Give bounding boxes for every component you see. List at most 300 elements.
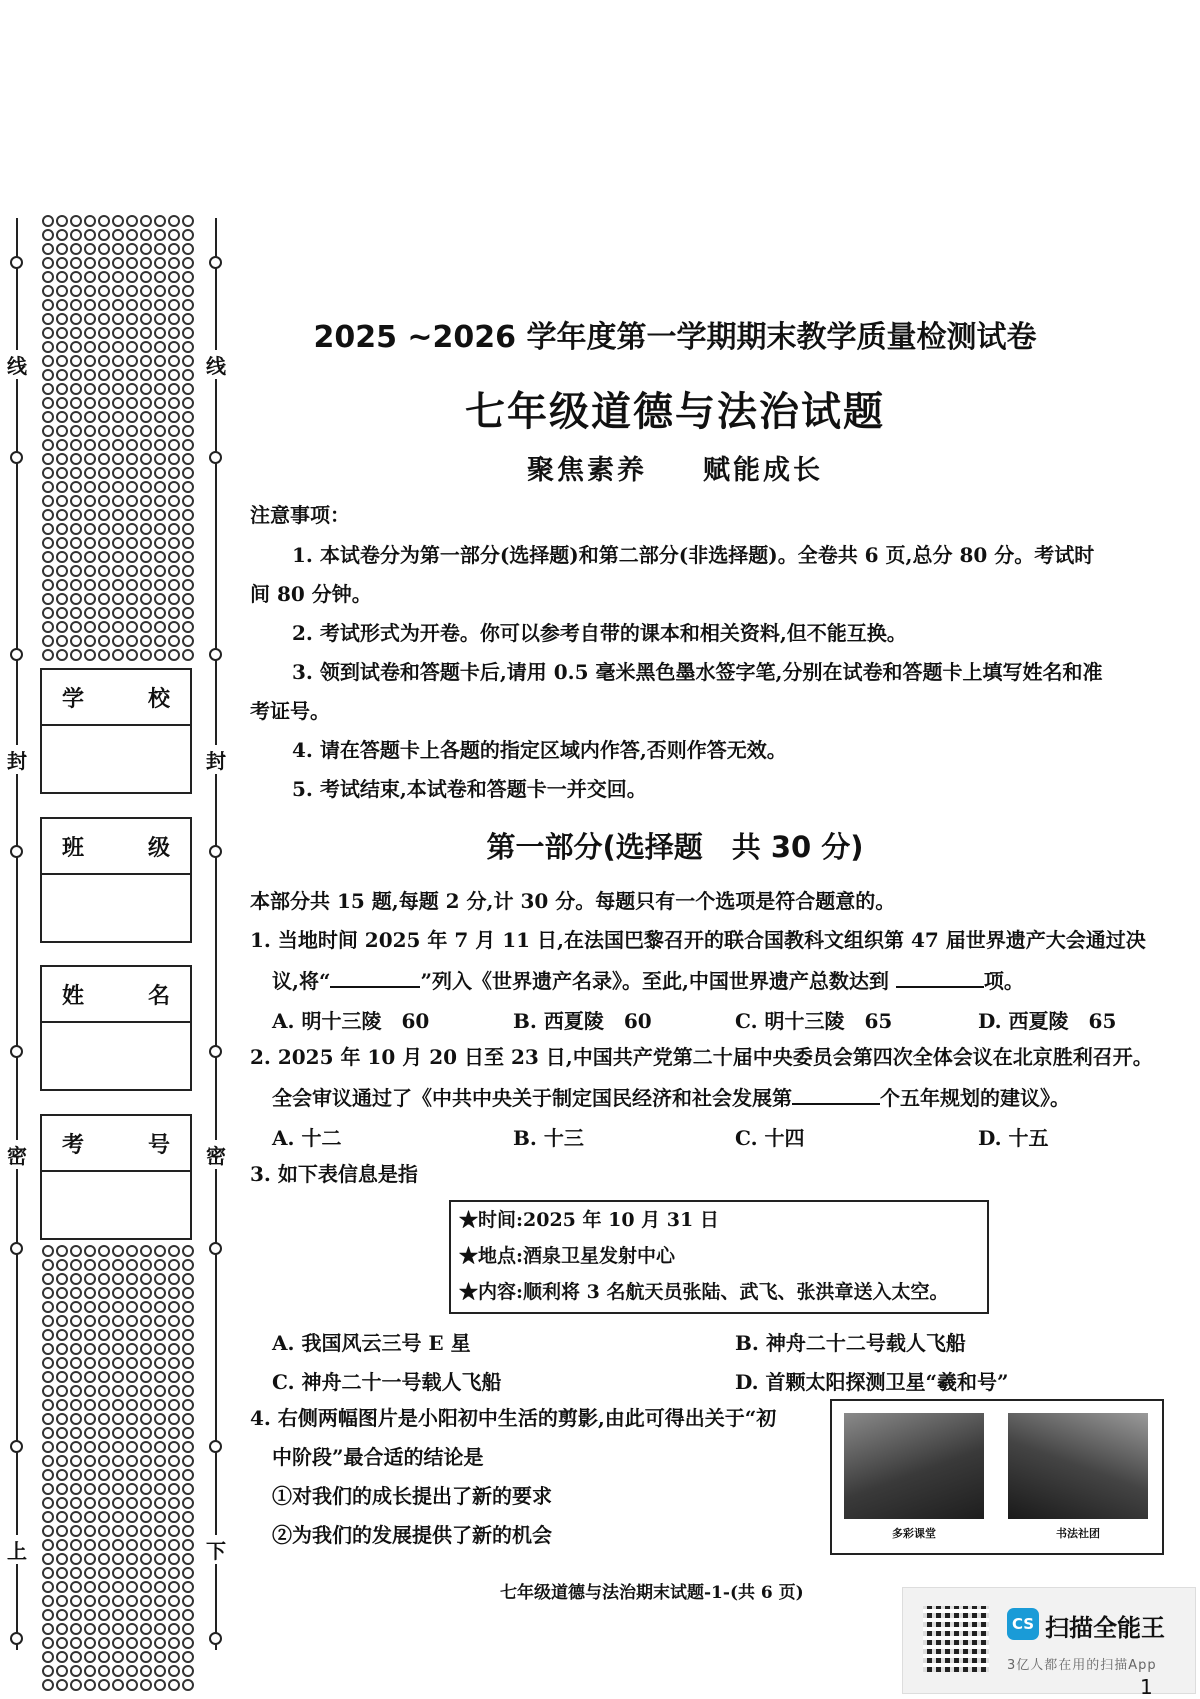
bubble — [56, 341, 68, 353]
q2-option-b[interactable]: B. 十三 — [513, 1126, 584, 1150]
bubble — [140, 1371, 152, 1383]
bubble — [154, 1483, 166, 1495]
page-footer: 七年级道德与法治期末试题-1-(共 6 页) — [500, 1583, 804, 1603]
bubble — [168, 1525, 180, 1537]
bubble — [42, 215, 54, 227]
bubble — [168, 1413, 180, 1425]
bubble — [140, 649, 152, 661]
bubble — [70, 425, 82, 437]
bubble — [182, 593, 194, 605]
bubble — [112, 565, 124, 577]
bubble — [126, 271, 138, 283]
bubble — [168, 1581, 180, 1593]
bubble — [154, 1553, 166, 1565]
bubble — [70, 1259, 82, 1271]
bubble — [126, 481, 138, 493]
bubble — [154, 285, 166, 297]
bubble — [70, 1637, 82, 1649]
bubble — [98, 607, 110, 619]
bubble — [70, 1469, 82, 1481]
bubble — [56, 509, 68, 521]
bubble — [182, 243, 194, 255]
bubble — [84, 1427, 96, 1439]
bubble — [98, 1287, 110, 1299]
bubble — [140, 313, 152, 325]
bubble — [168, 313, 180, 325]
bubble — [98, 299, 110, 311]
bubble — [98, 523, 110, 535]
bubble — [182, 1315, 194, 1327]
bubble — [70, 579, 82, 591]
bubble — [154, 1637, 166, 1649]
bubble — [42, 1679, 54, 1691]
bubble — [140, 257, 152, 269]
side-char-down: 下 — [204, 1535, 228, 1564]
bubble — [126, 1301, 138, 1313]
exam-number-label-2: 号 — [147, 1132, 170, 1158]
bubble — [84, 1329, 96, 1341]
bubble — [70, 1567, 82, 1579]
bubble — [42, 565, 54, 577]
q2-stem: 2. 2025 年 10 月 20 日至 23 日,中国共产党第二十届中央委员会第四次全体会议在北京胜利召开。 — [250, 1045, 1153, 1069]
bubble — [182, 271, 194, 283]
bubble — [168, 509, 180, 521]
bubble — [168, 411, 180, 423]
side-char-line: 线 — [5, 350, 29, 379]
bubble — [56, 1539, 68, 1551]
bubble — [112, 285, 124, 297]
bubble — [42, 1343, 54, 1355]
class-field[interactable] — [40, 817, 192, 943]
bubble — [182, 635, 194, 647]
bubble — [112, 537, 124, 549]
bubble — [56, 243, 68, 255]
q3-info-table — [449, 1200, 989, 1314]
bubble — [140, 1329, 152, 1341]
bubble — [42, 635, 54, 647]
bubble — [56, 1413, 68, 1425]
bubble — [42, 1595, 54, 1607]
bubble — [182, 1679, 194, 1691]
bubble — [154, 341, 166, 353]
bubble — [42, 509, 54, 521]
q1-option-c[interactable]: C. 明十三陵 65 — [735, 1009, 893, 1033]
bubble — [126, 1651, 138, 1663]
bubble — [70, 215, 82, 227]
bubble — [70, 1595, 82, 1607]
bubble — [84, 523, 96, 535]
bubble — [168, 495, 180, 507]
bubble — [126, 1441, 138, 1453]
bubble — [182, 1623, 194, 1635]
bubble — [168, 1245, 180, 1257]
q1-blank-1[interactable] — [330, 966, 420, 988]
bubble — [168, 1357, 180, 1369]
name-field[interactable] — [40, 965, 192, 1091]
bubble — [70, 509, 82, 521]
ring-marker — [10, 1632, 23, 1645]
bubble — [182, 1455, 194, 1467]
bubble — [112, 299, 124, 311]
q1-text-b: ”列入《世界遗产名录》。至此,中国世界遗产总数达到 — [420, 969, 889, 993]
bubble — [154, 649, 166, 661]
bubble — [84, 1581, 96, 1593]
bubble — [140, 285, 152, 297]
bubble — [98, 481, 110, 493]
classroom-photo — [844, 1413, 984, 1519]
bubble — [154, 551, 166, 563]
q2-blank[interactable] — [792, 1083, 880, 1105]
side-char-up: 上 — [5, 1535, 29, 1564]
bubble — [126, 1595, 138, 1607]
q2-option-c[interactable]: C. 十四 — [735, 1126, 805, 1150]
bubble — [154, 1357, 166, 1369]
bubble — [154, 481, 166, 493]
bubble — [98, 1665, 110, 1677]
bubble — [126, 1469, 138, 1481]
bubble — [168, 1483, 180, 1495]
slogan-part-2: 赋能成长 — [703, 455, 823, 486]
bubble — [42, 1245, 54, 1257]
ring-marker — [10, 1045, 23, 1058]
bubble — [56, 1651, 68, 1663]
bubble — [168, 1679, 180, 1691]
bubble — [56, 1637, 68, 1649]
bubble — [126, 1273, 138, 1285]
ring-marker — [209, 1242, 222, 1255]
q1-stem: 1. 当地时间 2025 年 7 月 11 日,在法国巴黎召开的联合国教科文组织第 47 届世界遗产大会通过决 — [250, 928, 1146, 952]
school-label-1: 学 — [62, 686, 85, 712]
bubble — [168, 1651, 180, 1663]
bubble — [98, 313, 110, 325]
bubble — [182, 1385, 194, 1397]
photo-caption: 书法社团 — [1056, 1527, 1100, 1540]
bubble — [154, 495, 166, 507]
cut-line-right — [215, 218, 217, 1650]
bubble — [154, 1329, 166, 1341]
bubble — [42, 1441, 54, 1453]
bubble — [154, 1301, 166, 1313]
bubble — [154, 355, 166, 367]
bubble — [42, 425, 54, 437]
bubble — [84, 1413, 96, 1425]
bubble — [42, 285, 54, 297]
bubble — [182, 439, 194, 451]
bubble — [182, 257, 194, 269]
bubble — [112, 1609, 124, 1621]
section-title: 第一部分(选择题 共 30 分) — [486, 830, 864, 864]
ring-marker — [10, 256, 23, 269]
bubble — [84, 1651, 96, 1663]
bubble — [140, 243, 152, 255]
bubble — [140, 1679, 152, 1691]
bubble — [126, 565, 138, 577]
bubble — [70, 1371, 82, 1383]
bubble — [182, 1511, 194, 1523]
q2-option-d[interactable]: D. 十五 — [978, 1126, 1049, 1150]
q1-text-c: 项。 — [983, 969, 1024, 993]
bubble — [154, 1581, 166, 1593]
bubble — [98, 593, 110, 605]
bubble — [126, 1525, 138, 1537]
bubble — [168, 327, 180, 339]
q3-option-b[interactable]: B. 神舟二十二号载人飞船 — [735, 1331, 966, 1355]
bubble — [140, 1567, 152, 1579]
bubble — [42, 1609, 54, 1621]
bubble — [84, 1343, 96, 1355]
bubble — [182, 1245, 194, 1257]
bubble — [154, 1455, 166, 1467]
bubble — [140, 1357, 152, 1369]
bubble — [168, 215, 180, 227]
bubble — [168, 481, 180, 493]
bubble — [126, 635, 138, 647]
bubble — [42, 1259, 54, 1271]
q3-option-c[interactable]: C. 神舟二十一号载人飞船 — [272, 1370, 502, 1394]
bubble — [126, 299, 138, 311]
bubble — [56, 327, 68, 339]
bubble — [70, 621, 82, 633]
bubble — [126, 537, 138, 549]
school-field[interactable] — [40, 668, 192, 794]
q1-blank-2[interactable] — [896, 966, 984, 988]
bubble — [84, 1441, 96, 1453]
bubble — [56, 257, 68, 269]
bubble — [168, 607, 180, 619]
bubble — [70, 1455, 82, 1467]
bubble — [70, 1665, 82, 1677]
bubble — [154, 1371, 166, 1383]
bubble — [70, 481, 82, 493]
bubble — [98, 565, 110, 577]
bubble — [168, 1665, 180, 1677]
bubble — [98, 1595, 110, 1607]
bubble — [112, 1385, 124, 1397]
bubble — [154, 439, 166, 451]
bubble — [112, 1567, 124, 1579]
bubble — [84, 593, 96, 605]
bubble — [182, 1399, 194, 1411]
bubble — [154, 1427, 166, 1439]
bubble — [56, 523, 68, 535]
q3-option-d[interactable]: D. 首颗太阳探测卫星“羲和号” — [735, 1370, 1009, 1394]
qr-code-icon — [923, 1606, 989, 1672]
bubble — [84, 243, 96, 255]
q2-text-a: 全会审议通过了《中共中央关于制定国民经济和社会发展第 — [272, 1086, 792, 1110]
bubble — [154, 271, 166, 283]
bubble — [168, 621, 180, 633]
bubble — [154, 579, 166, 591]
bubble — [84, 1371, 96, 1383]
bubble — [126, 1539, 138, 1551]
bubble — [98, 425, 110, 437]
bubble — [112, 1245, 124, 1257]
bubble — [56, 397, 68, 409]
bubble — [182, 1441, 194, 1453]
bubble — [168, 551, 180, 563]
bubble — [126, 509, 138, 521]
bubble — [112, 1371, 124, 1383]
bubble — [126, 1371, 138, 1383]
bubble — [98, 649, 110, 661]
bubble — [70, 1385, 82, 1397]
bubble — [168, 397, 180, 409]
bubble — [42, 1329, 54, 1341]
notice-heading: 注意事项： — [250, 503, 350, 527]
bubble — [84, 285, 96, 297]
bubble — [84, 1609, 96, 1621]
bubble — [140, 1623, 152, 1635]
bubble — [112, 1301, 124, 1313]
q1-option-a[interactable]: A. 明十三陵 60 — [272, 1009, 430, 1033]
bubble — [84, 257, 96, 269]
bubble — [84, 1455, 96, 1467]
bubble — [56, 1301, 68, 1313]
bubble — [98, 537, 110, 549]
bubble — [42, 229, 54, 241]
bubble — [168, 523, 180, 535]
bubble — [42, 313, 54, 325]
bubble — [154, 313, 166, 325]
bubble — [140, 1553, 152, 1565]
bubble — [98, 1259, 110, 1271]
bubble — [84, 1483, 96, 1495]
bubble — [84, 425, 96, 437]
exam-number-field[interactable] — [40, 1114, 192, 1240]
q2-option-a[interactable]: A. 十二 — [272, 1126, 342, 1150]
q4-stem: 4. 右侧两幅图片是小阳初中生活的剪影,由此可得出关于“初 — [250, 1406, 777, 1430]
bubble — [98, 1553, 110, 1565]
bubble — [56, 1595, 68, 1607]
bubble — [56, 383, 68, 395]
bubble — [42, 1273, 54, 1285]
bubble — [98, 1301, 110, 1313]
bubble — [56, 593, 68, 605]
bubble — [42, 439, 54, 451]
bubble — [112, 341, 124, 353]
bubble — [112, 1623, 124, 1635]
bubble — [182, 1497, 194, 1509]
bubble — [140, 215, 152, 227]
bubble — [70, 1623, 82, 1635]
bubble — [42, 453, 54, 465]
bubble — [42, 1315, 54, 1327]
bubble — [112, 229, 124, 241]
bubble — [140, 509, 152, 521]
bubble — [140, 229, 152, 241]
bubble — [42, 355, 54, 367]
bubble — [168, 565, 180, 577]
bubble — [84, 397, 96, 409]
q1-option-d[interactable]: D. 西夏陵 65 — [978, 1009, 1117, 1033]
bubble — [42, 1525, 54, 1537]
bubble — [140, 635, 152, 647]
bubble — [154, 1511, 166, 1523]
bubble — [140, 621, 152, 633]
bubble — [98, 1483, 110, 1495]
q3-option-a[interactable]: A. 我国风云三号 E 星 — [272, 1331, 471, 1355]
bubble — [168, 1273, 180, 1285]
bubble — [154, 537, 166, 549]
bubble — [70, 285, 82, 297]
bubble — [168, 1455, 180, 1467]
q1-option-b[interactable]: B. 西夏陵 60 — [513, 1009, 652, 1033]
bubble — [98, 439, 110, 451]
bubble — [42, 1427, 54, 1439]
bubble — [98, 1315, 110, 1327]
bubble — [42, 1623, 54, 1635]
bubble — [84, 1553, 96, 1565]
bubble — [56, 313, 68, 325]
bubble — [84, 509, 96, 521]
bubble — [84, 1567, 96, 1579]
bubble — [56, 1273, 68, 1285]
bubble — [154, 565, 166, 577]
bubble — [42, 467, 54, 479]
bubble — [168, 1539, 180, 1551]
bubble — [70, 1497, 82, 1509]
bubble — [84, 1665, 96, 1677]
bubble — [42, 1357, 54, 1369]
bubble — [98, 1357, 110, 1369]
bubble — [140, 425, 152, 437]
bubble — [112, 1665, 124, 1677]
bubble — [126, 1623, 138, 1635]
bubble — [140, 1525, 152, 1537]
bubble — [42, 551, 54, 563]
bubble — [42, 1539, 54, 1551]
bubble — [70, 1483, 82, 1495]
bubble — [182, 1469, 194, 1481]
bubble — [42, 1371, 54, 1383]
ring-marker — [209, 845, 222, 858]
bubble — [98, 257, 110, 269]
bubble — [70, 551, 82, 563]
bubble — [112, 243, 124, 255]
bubble — [168, 355, 180, 367]
bubble — [168, 1259, 180, 1271]
bubble — [126, 369, 138, 381]
bubble — [70, 1441, 82, 1453]
bubble — [70, 383, 82, 395]
bubble — [154, 467, 166, 479]
q3-stem: 3. 如下表信息是指 — [250, 1162, 418, 1186]
bubble — [84, 1623, 96, 1635]
bubble — [56, 1357, 68, 1369]
bubble — [84, 1595, 96, 1607]
bubble — [56, 1567, 68, 1579]
bubble — [154, 327, 166, 339]
bubble — [168, 369, 180, 381]
bubble — [126, 1343, 138, 1355]
bubble — [140, 1385, 152, 1397]
bubble — [84, 439, 96, 451]
bubble — [140, 551, 152, 563]
bubble — [56, 299, 68, 311]
bubble — [154, 425, 166, 437]
bubble — [154, 1441, 166, 1453]
bubble — [98, 1343, 110, 1355]
bubble — [42, 1483, 54, 1495]
bubble — [168, 1623, 180, 1635]
bubble — [168, 635, 180, 647]
bubble — [140, 593, 152, 605]
bubble — [154, 397, 166, 409]
bubble — [154, 1315, 166, 1327]
bubble — [140, 369, 152, 381]
bubble — [168, 1637, 180, 1649]
watermark-app-name: 扫描全能王 — [1045, 1614, 1165, 1642]
